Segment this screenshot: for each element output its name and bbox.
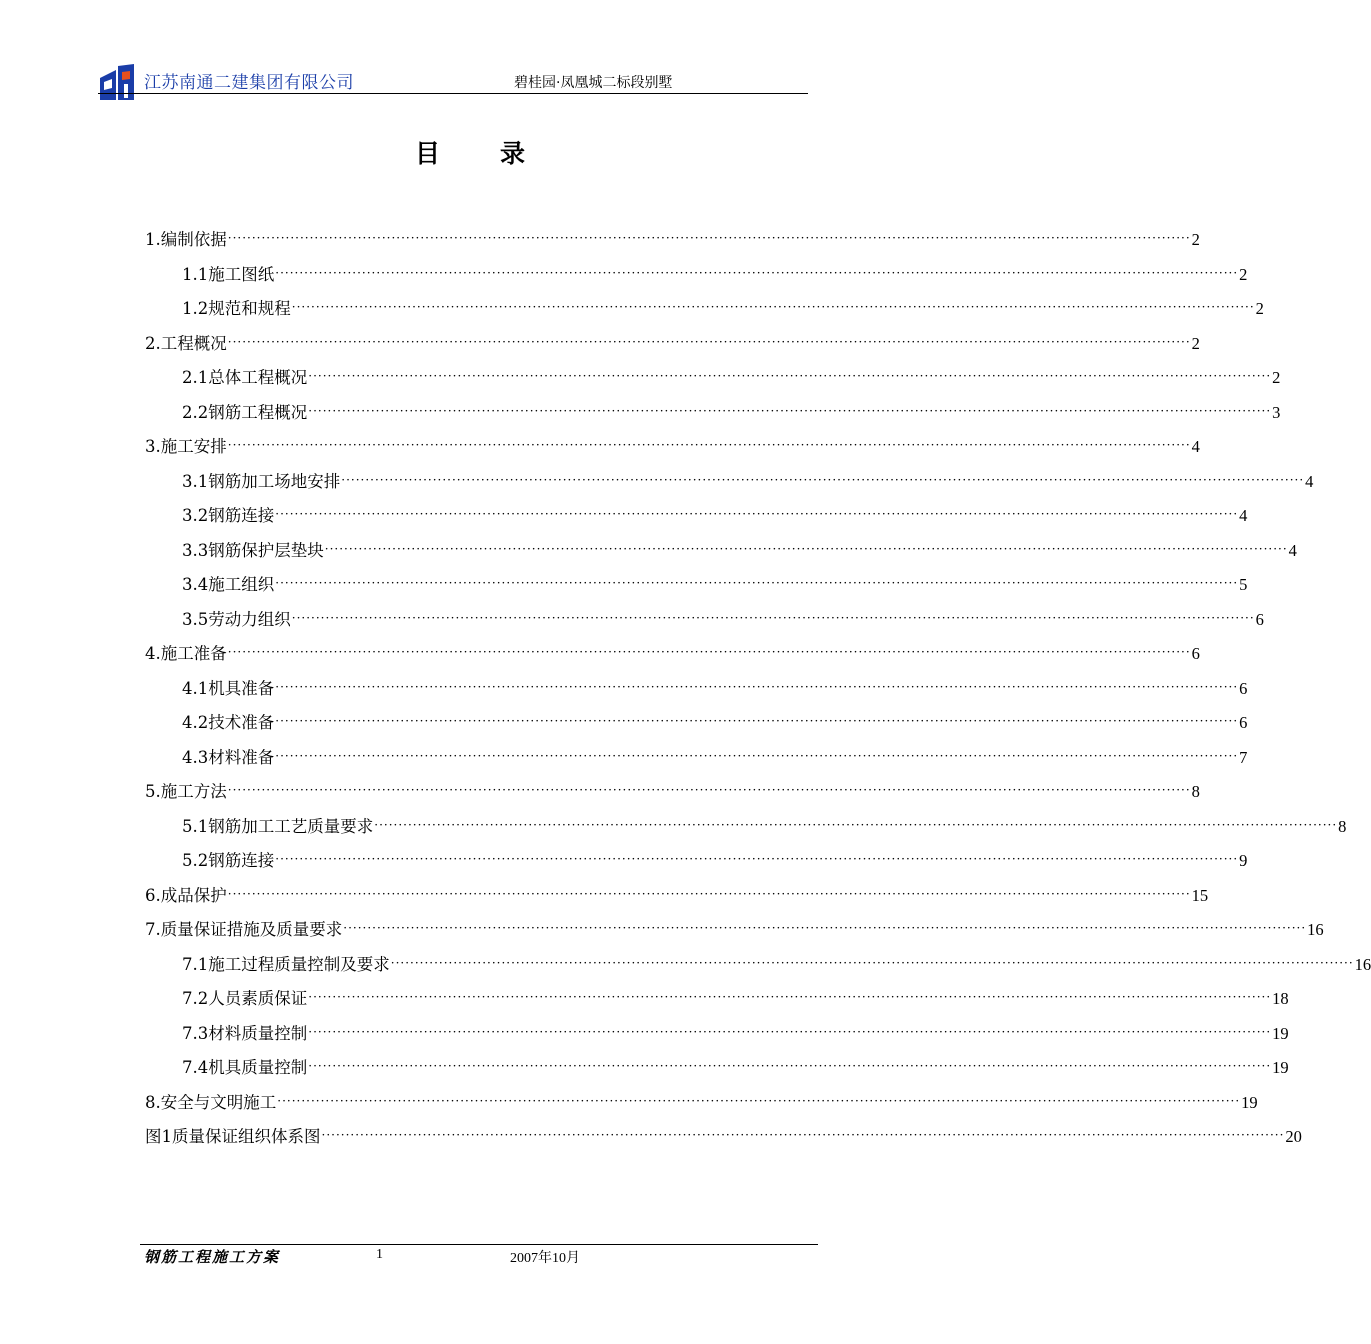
- toc-entry[interactable]: [145, 882, 1209, 908]
- footer-divider: [140, 1244, 818, 1245]
- toc-entry-label: 7.3材料质量控制: [182, 1023, 308, 1043]
- toc-leader-dots: ········································································································································································································: [275, 748, 1239, 763]
- toc-entry-page: 9: [1239, 851, 1248, 870]
- toc-entry[interactable]: [182, 502, 1248, 528]
- toc-entry[interactable]: [145, 640, 1200, 666]
- toc-leader-dots: ········································································································································································································: [227, 783, 1191, 797]
- toc-entry[interactable]: [145, 433, 1200, 459]
- toc-entry-page: 6: [1191, 644, 1200, 663]
- header-divider: [98, 93, 808, 94]
- toc-leader-dots: ········································································································································································································: [390, 955, 1354, 970]
- footer-page-number: 1: [376, 1247, 383, 1262]
- footer-doc-title: 钢筋工程施工方案: [144, 1248, 281, 1266]
- toc-leader-dots: ········································································································································································································: [275, 507, 1239, 521]
- toc-entry-label: 7.2人员素质保证: [182, 989, 308, 1008]
- toc-entry[interactable]: [182, 537, 1297, 563]
- toc-entry-page: 19: [1241, 1092, 1258, 1112]
- toc-entry-label: 3.4施工组织: [182, 575, 275, 594]
- toc-leader-dots: ········································································································································································································: [275, 714, 1239, 728]
- toc-entry-page: 8: [1191, 782, 1200, 801]
- toc-entry-page: 8: [1338, 816, 1347, 836]
- toc-entry-label: 6.成品保护: [145, 885, 227, 905]
- toc-entry[interactable]: [145, 1123, 1302, 1149]
- toc-entry-label: 3.施工安排: [145, 437, 227, 456]
- toc-entry-page: 4: [1191, 437, 1200, 456]
- toc-entry[interactable]: [145, 226, 1200, 252]
- toc-entry-label: 3.5劳动力组织: [182, 609, 291, 629]
- toc-entry-label: 图1质量保证组织体系图: [145, 1127, 321, 1146]
- toc-entry-label: 2.1总体工程概况: [182, 368, 308, 387]
- project-name: 碧桂园·凤凰城二标段别墅: [514, 75, 673, 91]
- toc-entry-label: 4.3材料准备: [182, 747, 275, 767]
- toc-entry-page: 4: [1288, 540, 1297, 560]
- toc-leader-dots: ········································································································································································································: [374, 817, 1338, 832]
- toc-entry-label: 3.1钢筋加工场地安排: [182, 471, 341, 491]
- toc-entry-label: 7.1施工过程质量控制及要求: [182, 954, 390, 974]
- toc-entry-page: 16: [1354, 954, 1371, 974]
- toc-entry[interactable]: [182, 675, 1248, 701]
- toc-entry-page: 19: [1272, 1058, 1289, 1077]
- toc-entry-page: 2: [1191, 333, 1200, 353]
- toc-entry[interactable]: [182, 261, 1248, 287]
- toc-entry-page: 2: [1239, 264, 1248, 284]
- toc-entry-page: 15: [1191, 885, 1209, 905]
- toc-entry[interactable]: [182, 985, 1289, 1011]
- toc-entry-page: 6: [1239, 678, 1248, 698]
- toc-leader-dots: ········································································································································································································: [227, 231, 1191, 245]
- toc-leader-dots: ········································································································································································································: [227, 438, 1191, 452]
- toc-entry-page: 5: [1239, 575, 1248, 594]
- toc-entry-page: 20: [1285, 1127, 1302, 1146]
- toc-entry[interactable]: [145, 778, 1200, 804]
- toc-entry[interactable]: [182, 847, 1248, 873]
- footer-date: 2007年10月: [510, 1251, 580, 1266]
- toc-entry-page: 2: [1191, 230, 1200, 249]
- toc-entry-label: 1.1施工图纸: [182, 264, 275, 284]
- toc-leader-dots: ········································································································································································································: [308, 1024, 1272, 1039]
- toc-leader-dots: ········································································································································································································: [341, 472, 1305, 487]
- toc-entry-page: 19: [1272, 1023, 1289, 1043]
- toc-entry-page: 18: [1272, 989, 1289, 1008]
- toc-entry[interactable]: [182, 468, 1314, 494]
- toc-entry[interactable]: [182, 571, 1248, 597]
- toc-leader-dots: ········································································································································································································: [275, 852, 1239, 866]
- toc-entry[interactable]: [182, 709, 1248, 735]
- toc-entry-label: 2.2钢筋工程概况: [182, 402, 308, 422]
- toc-leader-dots: ········································································································································································································: [308, 369, 1272, 383]
- toc-entry-label: 4.施工准备: [145, 644, 227, 663]
- toc-entry[interactable]: [182, 295, 1264, 321]
- toc-entry-label: 4.1机具准备: [182, 678, 275, 698]
- toc-entry[interactable]: [182, 1054, 1289, 1080]
- toc-entry-label: 5.施工方法: [145, 782, 227, 801]
- toc-leader-dots: ········································································································································································································: [275, 265, 1239, 280]
- toc-entry[interactable]: [145, 330, 1200, 356]
- toc-entry-label: 4.2技术准备: [182, 713, 275, 732]
- toc-leader-dots: ········································································································································································································: [308, 1059, 1272, 1073]
- toc-entry-page: 2: [1255, 299, 1264, 318]
- toc-entry-page: 6: [1255, 609, 1264, 629]
- toc-entry-page: 4: [1305, 471, 1314, 491]
- toc-entry[interactable]: [182, 813, 1347, 839]
- toc-entry-page: 2: [1272, 368, 1281, 387]
- toc-leader-dots: ········································································································································································································: [308, 990, 1272, 1004]
- page-title: 目录: [414, 139, 585, 168]
- toc-entry-label: 3.3钢筋保护层垫块: [182, 540, 324, 560]
- toc-entry[interactable]: [145, 1089, 1258, 1115]
- toc-entry[interactable]: [182, 606, 1264, 632]
- toc-entry[interactable]: [182, 1020, 1289, 1046]
- toc-entry[interactable]: [182, 364, 1281, 390]
- toc-entry-label: 2.工程概况: [145, 333, 227, 353]
- toc-leader-dots: ········································································································································································································: [227, 334, 1191, 349]
- toc-entry-page: 3: [1272, 402, 1281, 422]
- toc-entry-label: 7.4机具质量控制: [182, 1058, 308, 1077]
- toc-entry-page: 7: [1239, 747, 1248, 767]
- toc-leader-dots: ········································································································································································································: [227, 645, 1191, 659]
- toc-leader-dots: ········································································································································································································: [275, 679, 1239, 694]
- toc-entry[interactable]: [182, 744, 1248, 770]
- toc-entry-label: 3.2钢筋连接: [182, 506, 275, 525]
- toc-entry[interactable]: [145, 916, 1324, 942]
- toc-entry[interactable]: [182, 951, 1371, 977]
- toc-leader-dots: ········································································································································································································: [227, 886, 1191, 901]
- toc-leader-dots: ········································································································································································································: [308, 403, 1272, 418]
- toc-leader-dots: ········································································································································································································: [343, 921, 1307, 935]
- toc-leader-dots: ········································································································································································································: [324, 541, 1288, 556]
- toc-entry-label: 1.编制依据: [145, 230, 227, 249]
- toc-leader-dots: ········································································································································································································: [291, 610, 1255, 625]
- toc-entry-page: 4: [1239, 506, 1248, 525]
- toc-leader-dots: ········································································································································································································: [291, 300, 1255, 314]
- toc-entry-label: 1.2规范和规程: [182, 299, 291, 318]
- toc-entry-label: 8.安全与文明施工: [145, 1092, 277, 1112]
- toc-entry-page: 16: [1307, 920, 1324, 939]
- toc-entry[interactable]: [182, 399, 1281, 425]
- toc-entry-label: 5.2钢筋连接: [182, 851, 275, 870]
- toc-entry-page: 6: [1239, 713, 1248, 732]
- toc-leader-dots: ········································································································································································································: [277, 1093, 1241, 1108]
- company-logo-icon: [98, 64, 136, 100]
- toc-entry-label: 7.质量保证措施及质量要求: [145, 920, 343, 939]
- company-name: 江苏南通二建集团有限公司: [144, 73, 354, 93]
- toc-leader-dots: ········································································································································································································: [321, 1128, 1285, 1142]
- toc-leader-dots: ········································································································································································································: [275, 576, 1239, 590]
- toc-entry-label: 5.1钢筋加工工艺质量要求: [182, 816, 374, 836]
